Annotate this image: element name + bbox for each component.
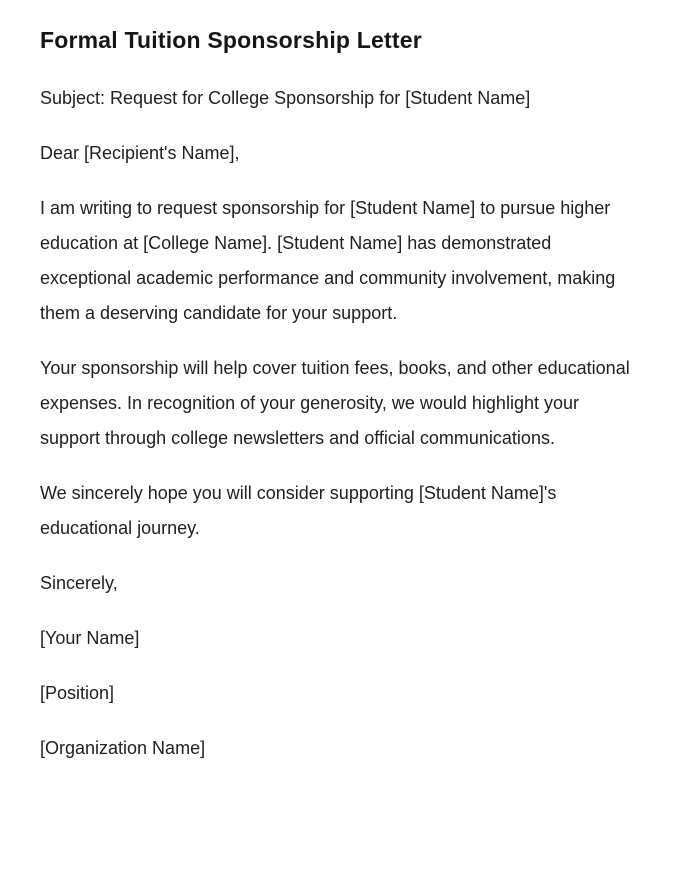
letter-title: Formal Tuition Sponsorship Letter <box>40 27 422 53</box>
signature-line-organization: [Organization Name] <box>40 737 206 758</box>
body-paragraph: We sincerely hope you will consider supporting [Student Name]'s educational journey. <box>40 482 557 538</box>
body-paragraph: I am writing to request sponsorship for [Student Name] to pursue higher education at [College Name]. [Student Name] has demonstrated exceptional academic performance and community involvement, making them a deserving candidate for your support. <box>40 197 616 323</box>
body-paragraph: Your sponsorship will help cover tuition fees, books, and other educational expenses. In recognition of your generosity, we would highlight your support through college newsletters and official communications. <box>40 357 630 448</box>
closing-line: Sincerely, <box>40 572 118 593</box>
subject-line: Subject: Request for College Sponsorship for [Student Name] <box>40 87 531 108</box>
salutation-line: Dear [Recipient's Name], <box>40 142 240 163</box>
signature-line-position: [Position] <box>40 682 115 703</box>
signature-line-name: [Your Name] <box>40 627 140 648</box>
